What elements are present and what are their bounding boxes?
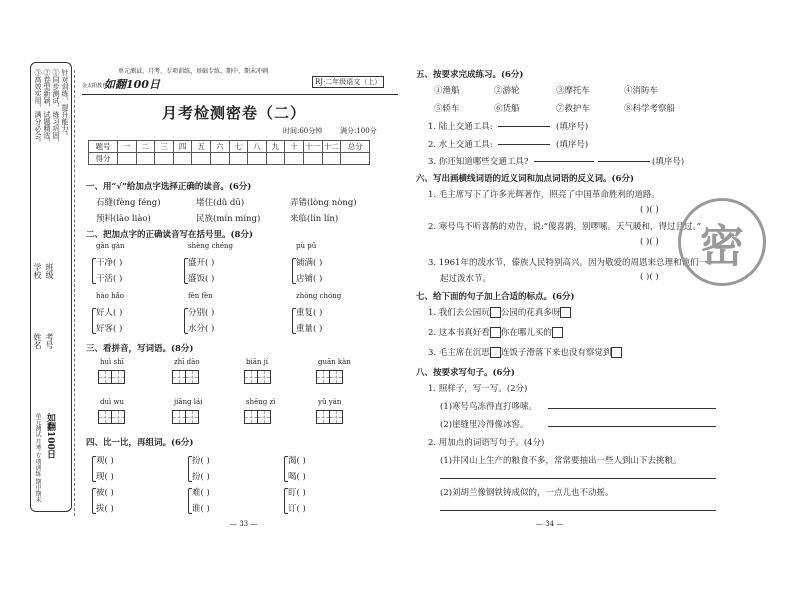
tagline: 单元测试、月考、专项训练、基础专练、期中、期末冲刺 [118, 68, 269, 75]
score-head: 八 [248, 141, 267, 153]
q6-sentence: 1. 毛主席写下了许多光辉著作，照亮了中国革命胜利的道路。 [428, 190, 660, 200]
answer-line[interactable] [440, 510, 716, 511]
q7-line: 2. 这本书真好看 你在哪儿买的 [428, 326, 563, 338]
writing-grid[interactable] [244, 370, 270, 384]
score-head: 十二 [323, 142, 339, 151]
answer-line[interactable] [548, 426, 716, 427]
q8-line: (1)井冈山上生产的粮食不多，常常要抽出一些人到山下去挑粮。 [440, 456, 682, 466]
field-label: 班级 [45, 263, 54, 279]
q2-item[interactable]: 水分( ) [188, 324, 215, 334]
score-head: 一 [118, 141, 137, 153]
q2-pinyin: gān gàn [96, 242, 125, 250]
spine-line: 针对训练，提升能力。 [61, 69, 69, 139]
spine-line: ③高效实用，满分必会。 [34, 69, 42, 146]
grid-cell[interactable] [185, 410, 199, 424]
grid-cell[interactable] [329, 410, 343, 424]
score-head: 二 [136, 141, 155, 153]
score-head: 六 [210, 141, 229, 153]
q5-option: ①渔船 [434, 86, 460, 96]
answer-line[interactable] [534, 161, 594, 162]
q5-option: ⑥货船 [494, 104, 520, 114]
spine-line: ②卷型新颖，试题精选， [43, 69, 51, 146]
q4-item[interactable]: 喝( ) [288, 472, 306, 482]
q8-line: (1)寒号鸟冻得直打哆嗦。 [440, 402, 538, 412]
score-cell[interactable] [136, 153, 155, 165]
punct-box[interactable] [552, 327, 563, 338]
grid-cell[interactable] [172, 410, 186, 424]
q4-item[interactable]: 谁( ) [192, 504, 210, 514]
score-head: 三 [155, 141, 174, 153]
q5-fill: (填序号) [556, 140, 589, 150]
q5-fill: (填序号) [556, 122, 589, 132]
grid-cell[interactable] [316, 370, 330, 384]
q2-item[interactable]: 干净( ) [96, 258, 123, 268]
q3-pinyin: guān kàn [318, 358, 351, 366]
q4-item[interactable]: 现( ) [96, 472, 114, 482]
score-cell[interactable] [118, 153, 137, 165]
q2-pinyin: hào hǎo [96, 292, 125, 300]
writing-grid[interactable] [316, 370, 342, 384]
q8-title: 八、按要求写句子。(6分) [416, 368, 515, 378]
score-cell[interactable] [192, 153, 211, 165]
score-head: 十 [285, 141, 304, 153]
q5-line: 2. 水上交通工具: [428, 140, 493, 150]
grid-cell[interactable] [257, 370, 271, 384]
score-head: 九 [266, 141, 285, 153]
spine-small: 单元测试 月考 专项训练 期中期末 [34, 413, 41, 503]
q4-item[interactable]: 订( ) [288, 504, 306, 514]
q6-sentence: 起过泼水节。 [440, 274, 492, 284]
q4-item[interactable]: 盯( ) [288, 488, 306, 498]
q5-option: ⑤轿车 [434, 104, 460, 114]
q6-paren[interactable]: ( )( ) [640, 205, 659, 215]
q5-option: ⑦救护车 [556, 104, 591, 114]
score-cell[interactable] [210, 153, 229, 165]
cut-line [74, 70, 75, 516]
q1-item: 弄错(lòng nòng) [290, 198, 357, 208]
q3-pinyin: yǔ yán [318, 398, 342, 406]
answer-line[interactable] [548, 408, 716, 409]
q1-item: 堵住(dǔ dū) [196, 198, 245, 208]
score-cell: 得分 [89, 153, 118, 165]
q4-item[interactable]: 扮( ) [192, 456, 210, 466]
writing-grid[interactable] [172, 410, 198, 424]
logo-sub: 金太阳教育 [82, 83, 108, 89]
q3-pinyin: shēng zì [246, 398, 276, 406]
q2-item[interactable]: 盛开( ) [188, 258, 215, 268]
q5-option: ②游轮 [494, 86, 520, 96]
q6-paren[interactable]: ( )( ) [640, 272, 659, 282]
q5-fill: (填序号) [652, 157, 685, 167]
q4-item[interactable]: 扮( ) [192, 472, 210, 482]
q4-item[interactable]: 渴( ) [288, 456, 306, 466]
q1-item: 民族(mín míng) [196, 214, 261, 224]
q6-sentence: 2. 寒号鸟不听喜鹊的劝告，说:“傻喜鹊，别啰嗦。天气暖和，得过且过。” [428, 222, 702, 232]
writing-grid[interactable] [244, 410, 270, 424]
score-table [88, 140, 370, 165]
score-head: 七 [229, 141, 248, 153]
q2-item[interactable]: 重量( ) [296, 324, 323, 334]
grid-cell[interactable] [111, 410, 125, 424]
writing-grid[interactable] [98, 410, 124, 424]
secret-stamp [678, 198, 766, 286]
grid-cell[interactable] [98, 370, 112, 384]
q7-line: 3. 毛主席在沉思 连饭子滑落下来也没有察觉到 [428, 346, 622, 358]
grid-cell[interactable] [244, 410, 258, 424]
field-label: 考号 [45, 333, 54, 349]
score-cell[interactable] [303, 153, 322, 165]
punct-box[interactable] [490, 347, 501, 358]
q5-line: 1. 陆上交通工具: [428, 122, 493, 132]
score-head: 四 [173, 141, 192, 153]
q1-item: 石缝(fèng féng) [96, 198, 161, 208]
score-cell[interactable] [248, 153, 267, 165]
page-number-right: — 34 — [536, 520, 564, 528]
q2-item[interactable]: 干活( ) [96, 274, 123, 284]
q6-title: 六、写出画横线词语的近义词和加点词语的反义词。(6分) [416, 174, 634, 184]
q7-title: 七、给下面的句子加上合适的标点。(6分) [416, 292, 575, 302]
q3-pinyin: duì wu [100, 398, 124, 406]
q4-item[interactable]: 被( ) [96, 488, 114, 498]
q3-pinyin: biān jí [246, 358, 269, 366]
q3-title: 三、看拼音，写词语。(8分) [86, 344, 194, 354]
answer-line[interactable] [598, 161, 650, 162]
score-cell[interactable] [322, 153, 341, 165]
q2-item[interactable]: 好客( ) [96, 324, 123, 334]
binding-spine [30, 62, 72, 512]
q4-item[interactable]: 观( ) [96, 456, 114, 466]
q6-sentence: 3. 1961年的泼水节，傣族人民特别高兴。因为敬爱的周恩来总理和他们一 [428, 258, 707, 268]
answer-line[interactable] [498, 144, 550, 145]
punct-box[interactable] [611, 347, 622, 358]
grid-cell[interactable] [329, 370, 343, 384]
q5-option: ④消防车 [624, 86, 659, 96]
field-label: 姓名 [33, 333, 42, 349]
q2-pinyin: fēn fèn [188, 292, 213, 300]
grid-cell[interactable] [185, 370, 199, 384]
score-cell[interactable] [285, 153, 304, 165]
grid-cell[interactable] [316, 410, 330, 424]
grid-cell[interactable] [244, 370, 258, 384]
score-head: 总分 [341, 141, 370, 153]
exam-title: 月考检测密卷（二） [162, 104, 307, 122]
answer-line[interactable] [498, 126, 550, 127]
score-cell[interactable] [229, 153, 248, 165]
score-cell[interactable] [341, 153, 370, 165]
q5-option: ③摩托车 [556, 86, 591, 96]
score-head: 十一 [305, 142, 321, 151]
logo: 如翻100日 [104, 78, 160, 91]
q8-line: (2)崖缝里冷得像冰窖。 [440, 420, 529, 430]
score-head: 题号 [89, 141, 118, 153]
grid-cell[interactable] [98, 410, 112, 424]
q2-title: 二、把加点字的正确读音写在括号里。(8分) [86, 230, 253, 240]
q1-item: 预料(lào liào) [96, 214, 151, 224]
q5-title: 五、按要求完成练习。(6分) [416, 70, 524, 80]
q2-pinyin: shèng chéng [188, 242, 234, 250]
q4-item[interactable]: 难( ) [192, 488, 210, 498]
writing-grid[interactable] [316, 410, 342, 424]
stamp-text: 密 [700, 221, 744, 272]
grid-cell[interactable] [257, 410, 271, 424]
q1-title: 一、用“√”给加点字选择正确的读音。(6分) [86, 182, 252, 192]
page-number-left: — 33 — [230, 520, 258, 528]
writing-grid[interactable] [172, 370, 198, 384]
q8-line: 2. 用加点的词语写句子。(4分) [428, 438, 545, 448]
exam-score: 满分:100分 [340, 127, 377, 135]
q2-item[interactable]: 分别( ) [188, 308, 215, 318]
q5-line: 3. 你还知道哪些交通工具? [428, 157, 529, 167]
q2-item[interactable]: 盛饭( ) [188, 274, 215, 284]
q8-line: (2)刘胡兰像钢铁铸成似的，一点儿也不动摇。 [440, 488, 614, 498]
spine-brand: 如翻100日 [45, 413, 55, 459]
q4-title: 四、比一比，再组词。(6分) [86, 438, 194, 448]
grid-cell[interactable] [111, 370, 125, 384]
writing-grid[interactable] [98, 370, 124, 384]
q3-pinyin: huì shī [100, 358, 124, 366]
field-label: 学校 [33, 263, 42, 279]
score-cell[interactable] [173, 153, 192, 165]
q4-item[interactable]: 拔( ) [96, 504, 114, 514]
q2-item[interactable]: 重复( ) [296, 308, 323, 318]
spine-line: ①同步测试，练习巩固， [52, 69, 60, 146]
q5-option: ⑧科学考察船 [624, 104, 676, 114]
exam-time: 时间:60分钟 [283, 127, 323, 135]
q2-item[interactable]: 店铺( ) [296, 274, 323, 284]
q3-pinyin: zhī dào [174, 358, 200, 366]
grade-badge: RJ·二年级语文（上） [312, 76, 384, 88]
q2-pinyin: pù pū [296, 242, 317, 250]
q7-line: 1. 我们去公园玩 公园的花真多呀 [428, 306, 571, 318]
grid-cell[interactable] [172, 370, 186, 384]
q3-pinyin: jiāng lái [174, 398, 203, 406]
q2-item[interactable]: 好人( ) [96, 308, 123, 318]
q1-item: 来临(lín lín) [290, 214, 339, 224]
score-cell[interactable] [266, 153, 285, 165]
q6-paren[interactable]: ( )( ) [640, 237, 659, 247]
punct-box[interactable] [490, 307, 501, 318]
q8-line: 1. 照样子，写一写。(2分) [428, 384, 528, 394]
answer-line[interactable] [440, 478, 716, 479]
q2-pinyin: zhòng chóng [296, 292, 342, 300]
punct-box[interactable] [490, 327, 501, 338]
score-cell[interactable] [155, 153, 174, 165]
score-head: 五 [192, 141, 211, 153]
punct-box[interactable] [560, 307, 571, 318]
q2-item[interactable]: 铺满( ) [296, 258, 323, 268]
